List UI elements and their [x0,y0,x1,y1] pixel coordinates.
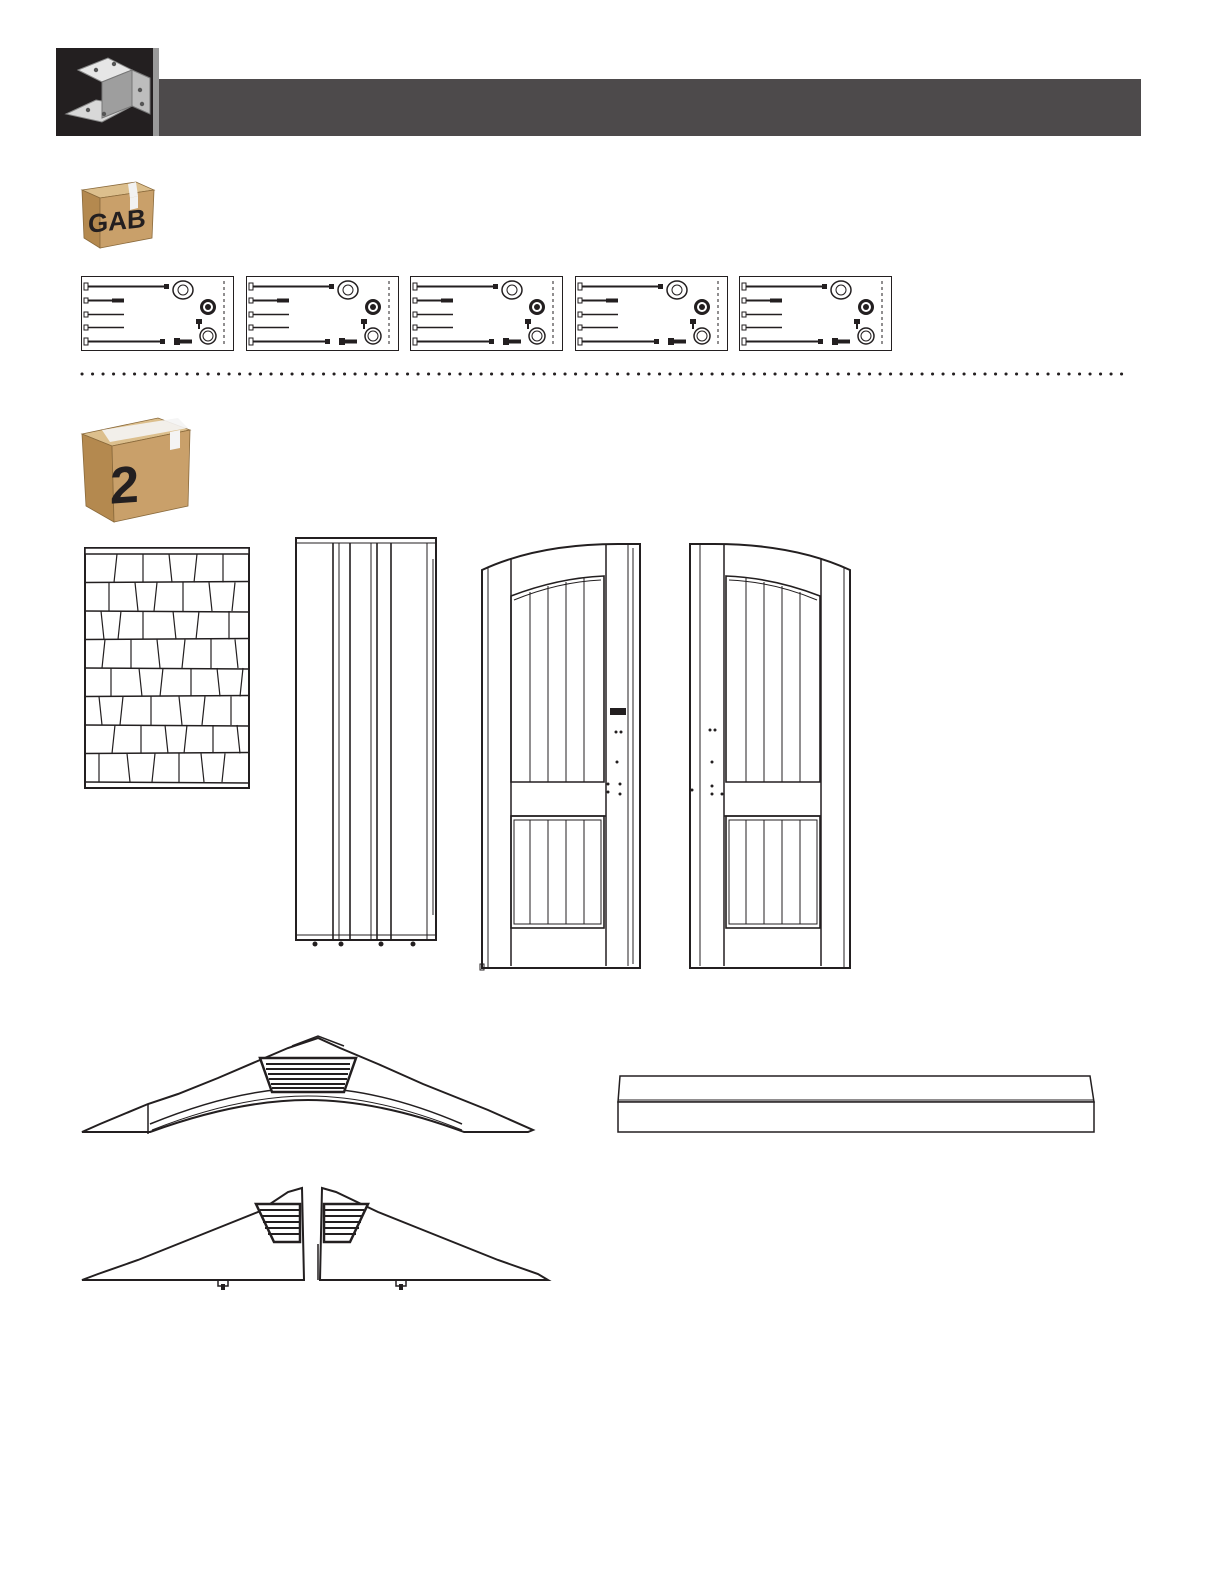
hardware-bag-icon [411,277,562,350]
cardboard-box-icon [78,414,194,526]
hardware-bag [739,276,892,351]
header-bar [159,79,1141,136]
gable-assembly-icon [78,1034,538,1140]
ridge-beam-icon [614,1072,1098,1136]
hardware-bag-icon [576,277,727,350]
hardware-bag [246,276,399,351]
corner-panel [293,535,441,949]
hardware-bag [81,276,234,351]
shingle-wall-panel-icon [83,546,251,790]
left-door-icon [478,540,646,972]
hardware-bag-icon [247,277,398,350]
parts-box-label: 2 [110,455,139,516]
hardware-bag [575,276,728,351]
hardware-bag-icon [740,277,891,350]
left-door [478,540,646,972]
hardware-box-label: GAB [88,202,146,239]
hardware-bag [410,276,563,351]
dotted-separator [80,370,1130,378]
bracket-icon [56,48,154,136]
gable-assembly [78,1034,538,1140]
right-door-icon [686,540,854,972]
corner-panel-icon [293,535,441,949]
parts-box [78,414,194,526]
right-door [686,540,854,972]
gable-halves-icon [78,1184,552,1294]
hardware-box [78,178,156,252]
gable-halves [78,1184,552,1294]
hardware-bag-icon [82,277,233,350]
ridge-beam [614,1072,1098,1136]
header-icon-box [56,48,154,136]
cardboard-box-icon [78,178,156,252]
shingle-wall-panel [83,546,251,790]
